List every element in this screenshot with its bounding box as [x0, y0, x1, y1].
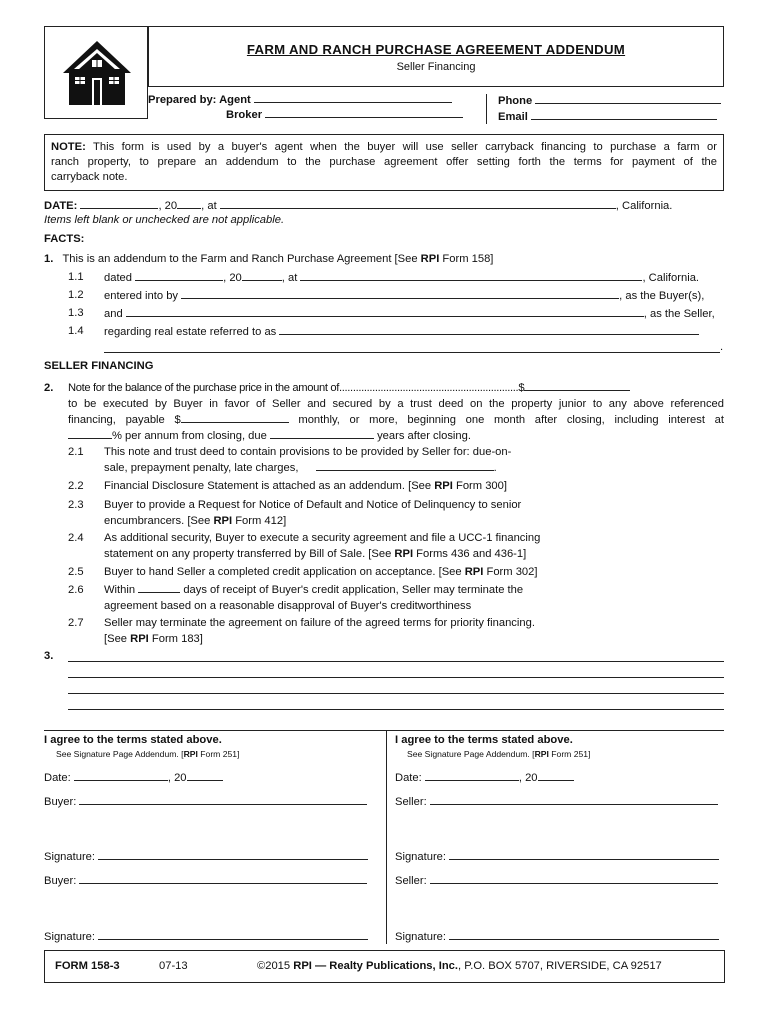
footer [44, 950, 725, 983]
seller-date-line: Date: , 20 [395, 770, 574, 784]
property-field[interactable] [279, 324, 699, 335]
item-3-line-1[interactable] [68, 661, 724, 662]
seller-1-field[interactable] [430, 794, 718, 805]
buyer-date-field[interactable] [74, 770, 168, 781]
date-line: DATE: , 20 , at , California. [44, 200, 673, 212]
item-2: 2. Note for the balance of the purchase price in the amount of.................................................................$ to be executed by Buyer in favor of Seller and secured by a trust deed on the property junior to any above referenced financing, payable $ monthly, or more, beginning one month after closing, including interest at % per annum from closing, due years after closing. [44, 382, 725, 442]
seller-2-signature-field[interactable] [449, 929, 719, 940]
seller-name-field[interactable] [126, 306, 644, 317]
days-field[interactable] [138, 582, 180, 593]
page-title: FARM AND RANCH PURCHASE AGREEMENT ADDENDUM [246, 42, 626, 57]
phone-field[interactable] [535, 93, 721, 104]
seller-2-line: Seller: [395, 873, 718, 887]
seller-signature-block [395, 733, 725, 943]
buyer-date-line: Date: , 20 [44, 770, 223, 784]
place-field[interactable] [220, 198, 616, 209]
dated-year-field[interactable] [242, 270, 282, 281]
agent-field[interactable] [254, 92, 452, 103]
buyer-2-signature-line: Signature: [44, 929, 368, 943]
other-provision-field[interactable] [316, 460, 494, 471]
item-3-line-3[interactable] [68, 693, 724, 694]
property-field-2[interactable] [104, 352, 720, 353]
form-number: FORM 158-3 [55, 960, 120, 972]
buyer-agree: I agree to the terms stated above. [44, 734, 222, 746]
prepared-by-label: Prepared by: Agent [148, 92, 452, 107]
interest-rate-field[interactable] [68, 428, 112, 439]
house-icon [45, 27, 149, 120]
blank-note: Items left blank or unchecked are not applicable. [44, 214, 285, 226]
payment-field[interactable] [181, 412, 289, 423]
fact-1: 1. This is an addendum to the Farm and Ranch Purchase Agreement [See RPI Form 158] [44, 253, 494, 265]
seller-agree: I agree to the terms stated above. [395, 734, 573, 746]
item-3-line-4[interactable] [68, 709, 724, 710]
form-date: 07-13 [159, 960, 188, 972]
buyer-year-field[interactable] [187, 770, 223, 781]
signature-section-divider [386, 730, 387, 944]
dated-field[interactable] [135, 270, 223, 281]
seller-1-signature-line: Signature: [395, 849, 719, 863]
item-3-num: 3. [44, 650, 54, 662]
buyer-1-line: Buyer: [44, 794, 367, 808]
buyer-1-signature-field[interactable] [98, 849, 368, 860]
buyer-1-field[interactable] [79, 794, 367, 805]
phone-label: Phone [498, 93, 721, 108]
facts-heading: FACTS: [44, 233, 85, 245]
seller-2-signature-line: Signature: [395, 929, 719, 943]
seller-year-field[interactable] [538, 770, 574, 781]
buyer-2-signature-field[interactable] [98, 929, 368, 940]
year-field[interactable] [177, 198, 201, 209]
page-subtitle: Seller Financing [396, 61, 476, 73]
seller-date-field[interactable] [425, 770, 519, 781]
buyer-see-addendum: See Signature Page Addendum. [RPI Form 251] [56, 749, 240, 759]
email-label: Email [498, 109, 717, 124]
date-field[interactable] [80, 198, 158, 209]
due-years-field[interactable] [270, 428, 374, 439]
buyer-2-line: Buyer: [44, 873, 367, 887]
seller-see-addendum: See Signature Page Addendum. [RPI Form 251] [407, 749, 591, 759]
buyer-signature-block [44, 733, 380, 943]
note-box: NOTE: This form is used by a buyer's agent when the buyer will use seller carryback financing to purchase a farm or ranch property, to prepare an addendum to the purchase agreement offer setting forth the terms for payment of the carryback note. [44, 134, 724, 191]
seller-1-signature-field[interactable] [449, 849, 719, 860]
buyer-1-signature-line: Signature: [44, 849, 368, 863]
dated-place-field[interactable] [300, 270, 642, 281]
broker-label: Broker [226, 107, 463, 122]
broker-field[interactable] [265, 107, 463, 118]
header-divider [486, 94, 487, 124]
logo-box [44, 26, 148, 119]
email-field[interactable] [531, 109, 717, 120]
buyer-name-field[interactable] [181, 288, 619, 299]
seller-2-field[interactable] [430, 873, 718, 884]
note-amount-field[interactable] [524, 380, 630, 391]
copyright: ©2015 RPI — Realty Publications, Inc., P.O. BOX 5707, RIVERSIDE, CA 92517 [257, 960, 662, 972]
seller-financing-heading: SELLER FINANCING [44, 360, 154, 372]
signature-section-top-border [44, 730, 724, 731]
buyer-2-field[interactable] [79, 873, 367, 884]
item-3-line-2[interactable] [68, 677, 724, 678]
seller-1-line: Seller: [395, 794, 718, 808]
title-box [148, 26, 724, 87]
